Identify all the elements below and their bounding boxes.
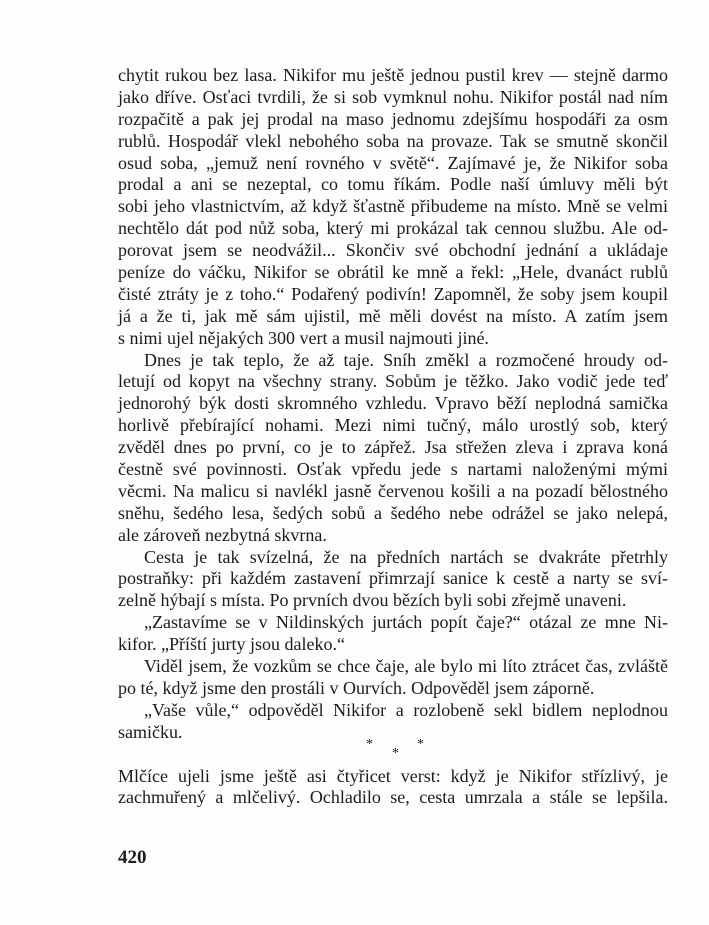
text-line: rozpačitě a pak jej prodal na maso jednomu zdejšímu hospodáři za osm (118, 108, 668, 129)
text-line: prodal a ani se nezeptal, co tomu říkám. Podle naší úmluvy měli být (118, 174, 668, 195)
section-break-asterisk: * (392, 745, 399, 761)
paragraph (118, 766, 668, 810)
text-line: sobi jeho vlastnictvím, až když šťastně přibudeme na místo. Mně se velmi (118, 196, 668, 217)
text-line: čisté ztráty je z toho.“ Podařený podivín! Zapomněl, že soby jsem koupil (118, 283, 668, 304)
text-line: samičku. (118, 721, 183, 742)
text-line: já a že ti, jak mě sám ujistil, mě měli dovést na místo. A zatím jsem (118, 305, 668, 326)
text-line: nechtělo dát pod nůž soba, který mi prokázal tak cennou službu. Ale od- (118, 218, 668, 239)
text-line: zachmuřený a mlčelivý. Ochladilo se, cesta umrzala a stále se lepšila. (118, 787, 668, 808)
text-line: zvěděl dnes po první, co je to zápřež. Jsa střežen zleva i zprava koná (118, 437, 668, 458)
text-line: jako dříve. Osťaci tvrdili, že si sob vymknul nohu. Nikifor postál nad ním (118, 86, 668, 107)
text-line: „Vaše vůle,“ odpověděl Nikifor a rozlobeně sekl bidlem neplodnou (144, 699, 668, 720)
text-line: ale zároveň nezbytná skvrna. (118, 524, 327, 545)
text-line: porovat jsem se neodvážil... Skončiv své obchodní jednání a ukládaje (118, 240, 668, 261)
text-line: rublů. Hospodář vlekl nebohého soba na provaze. Tak se smutně skončil (118, 130, 668, 151)
text-line: kifor. „Příští jurty jsou daleko.“ (118, 634, 345, 655)
text-line: věcmi. Na malicu si navlékl jasně červenou košili a na pozadí bělostného (118, 480, 668, 501)
text-line: chytit rukou bez lasa. Nikifor mu ještě jednou pustil krev — stejně darmo (118, 65, 668, 85)
paragraph (118, 700, 668, 744)
text-line: „Zastavíme se v Nildinských jurtách popít čaje?“ otázal ze mne Ni- (144, 612, 668, 633)
text-line: Viděl jsem, že vozkům se chce čaje, ale bylo mi líto ztrácet čas, zvláště (144, 656, 668, 677)
text-line: po té, když jsme den prostáli v Ourvích. Odpověděl jsem záporně. (118, 677, 595, 698)
text-line: jednorohý býk dosti skromného vzhledu. Vpravo běží neplodná samička (118, 393, 668, 414)
paragraph (118, 656, 668, 700)
body-text (118, 65, 668, 809)
text-line: Dnes je tak teplo, že až taje. Sníh změkl a rozmočené hroudy od- (144, 349, 668, 370)
text-line: letují od kopyt na všechny strany. Sobům je těžko. Jako vodič jede teď (118, 371, 668, 392)
text-line: Mlčíce ujeli jsme ještě asi čtyřicet verst: když je Nikifor střízlivý, je (118, 765, 668, 786)
paragraph (118, 612, 668, 656)
section-break-asterisk: * (366, 736, 373, 752)
paragraph (118, 65, 668, 350)
text-line: postraňky: při každém zastavení přimrzají sanice k cestě a narty se sví- (118, 568, 668, 589)
text-line: peníze do váčku, Nikifor se obrátil ke mně a řekl: „Hele, dvanáct rublů (118, 262, 668, 283)
text-line: s nimi ujel nějakých 300 vert a musil najmouti jiné. (118, 327, 489, 348)
text-line: zelně hýbají s místa. Po prvních dvou bězích byli sobi zřejmě unaveni. (118, 590, 627, 611)
section-break-asterisk: * (417, 736, 424, 752)
page-number: 420 (118, 847, 147, 868)
text-line: osud soba, „jemuž není rovného v světě“. Zajímavé je, že Nikifor soba (118, 152, 668, 173)
text-line: Cesta je tak svízelná, že na předních nartách se dvakráte přetrhly (144, 546, 668, 567)
text-line: čestně své povinnosti. Osťak vpředu jede s nartami naloženými mými (118, 459, 668, 480)
paragraph (118, 350, 668, 547)
paragraph (118, 547, 668, 613)
section-break (118, 736, 668, 766)
text-line: horlivě přebírající nohami. Mezi nimi tučný, málo urostlý sob, který (118, 415, 668, 436)
text-line: sněhu, šedého lesa, šedých sobů a šedého nebe odrážel se jako nelepá, (118, 502, 668, 523)
